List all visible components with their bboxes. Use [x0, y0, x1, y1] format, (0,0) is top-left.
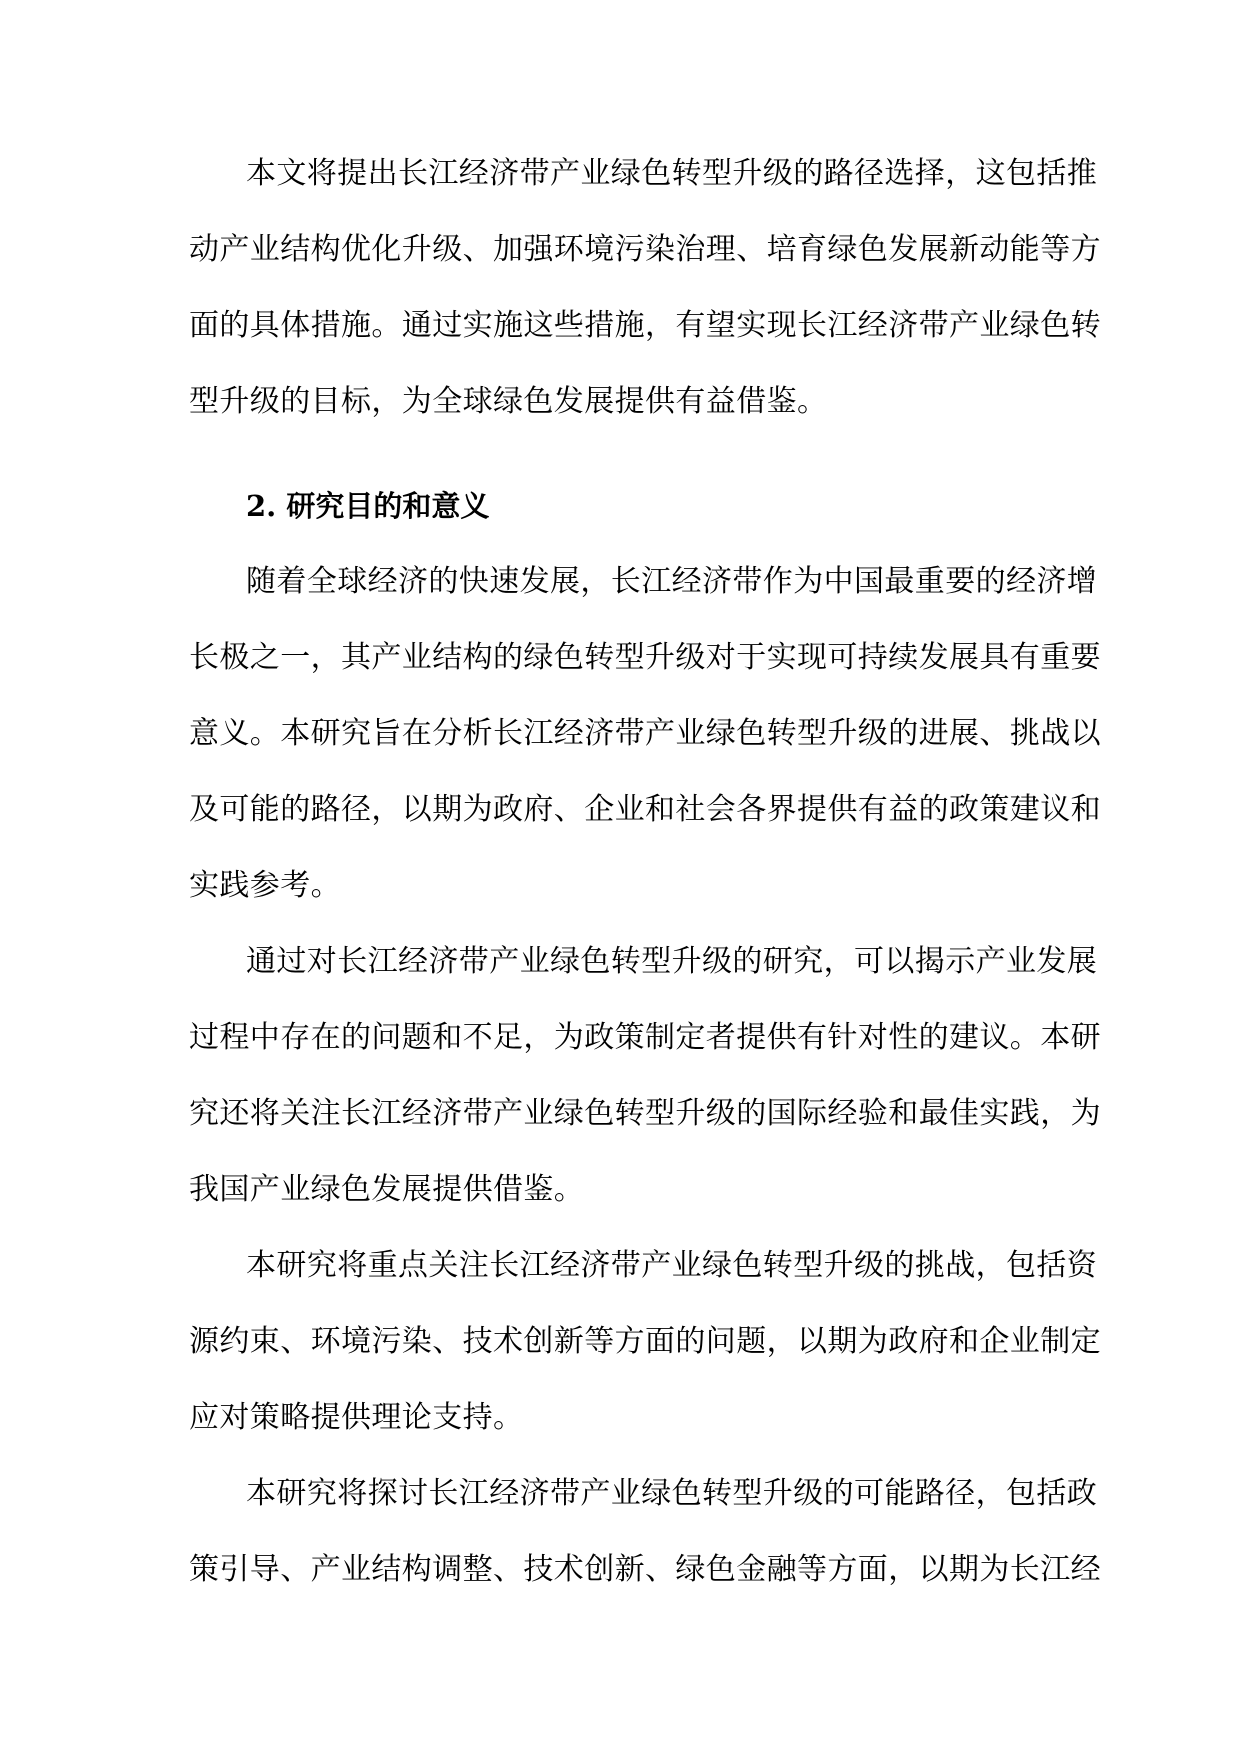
section-heading: 2. 研究目的和意义	[246, 489, 490, 523]
paragraph-4-line-2: 源约束、环境污染、技术创新等方面的问题，以期为政府和企业制定	[189, 1324, 1101, 1359]
paragraph-2-line-1: 随着全球经济的快速发展，长江经济带作为中国最重要的经济增	[246, 564, 1098, 599]
paragraph-5-line-1: 本研究将探讨长江经济带产业绿色转型升级的可能路径，包括政	[246, 1476, 1098, 1511]
paragraph-4-line-3: 应对策略提供理论支持。	[189, 1400, 524, 1435]
paragraph-3-line-4: 我国产业绿色发展提供借鉴。	[189, 1172, 585, 1207]
paragraph-1-line-3: 面的具体措施。通过实施这些措施，有望实现长江经济带产业绿色转	[189, 308, 1101, 343]
paragraph-2-line-4: 及可能的路径，以期为政府、企业和社会各界提供有益的政策建议和	[189, 792, 1101, 827]
paragraph-3-line-2: 过程中存在的问题和不足，为政策制定者提供有针对性的建议。本研	[189, 1020, 1101, 1055]
paragraph-1-line-2: 动产业结构优化升级、加强环境污染治理、培育绿色发展新动能等方	[189, 232, 1101, 267]
paragraph-4-line-1: 本研究将重点关注长江经济带产业绿色转型升级的挑战，包括资	[246, 1248, 1098, 1283]
paragraph-2-line-2: 长极之一，其产业结构的绿色转型升级对于实现可持续发展具有重要	[189, 640, 1101, 675]
paragraph-3-line-1: 通过对长江经济带产业绿色转型升级的研究，可以揭示产业发展	[246, 944, 1098, 979]
paragraph-1-line-4: 型升级的目标，为全球绿色发展提供有益借鉴。	[189, 384, 828, 419]
paragraph-1-line-1: 本文将提出长江经济带产业绿色转型升级的路径选择，这包括推	[246, 156, 1098, 191]
paragraph-5-line-2: 策引导、产业结构调整、技术创新、绿色金融等方面，以期为长江经	[189, 1552, 1101, 1587]
paragraph-2-line-5: 实践参考。	[189, 868, 341, 903]
paragraph-3-line-3: 究还将关注长江经济带产业绿色转型升级的国际经验和最佳实践，为	[189, 1096, 1101, 1131]
paragraph-2-line-3: 意义。本研究旨在分析长江经济带产业绿色转型升级的进展、挑战以	[189, 716, 1101, 751]
